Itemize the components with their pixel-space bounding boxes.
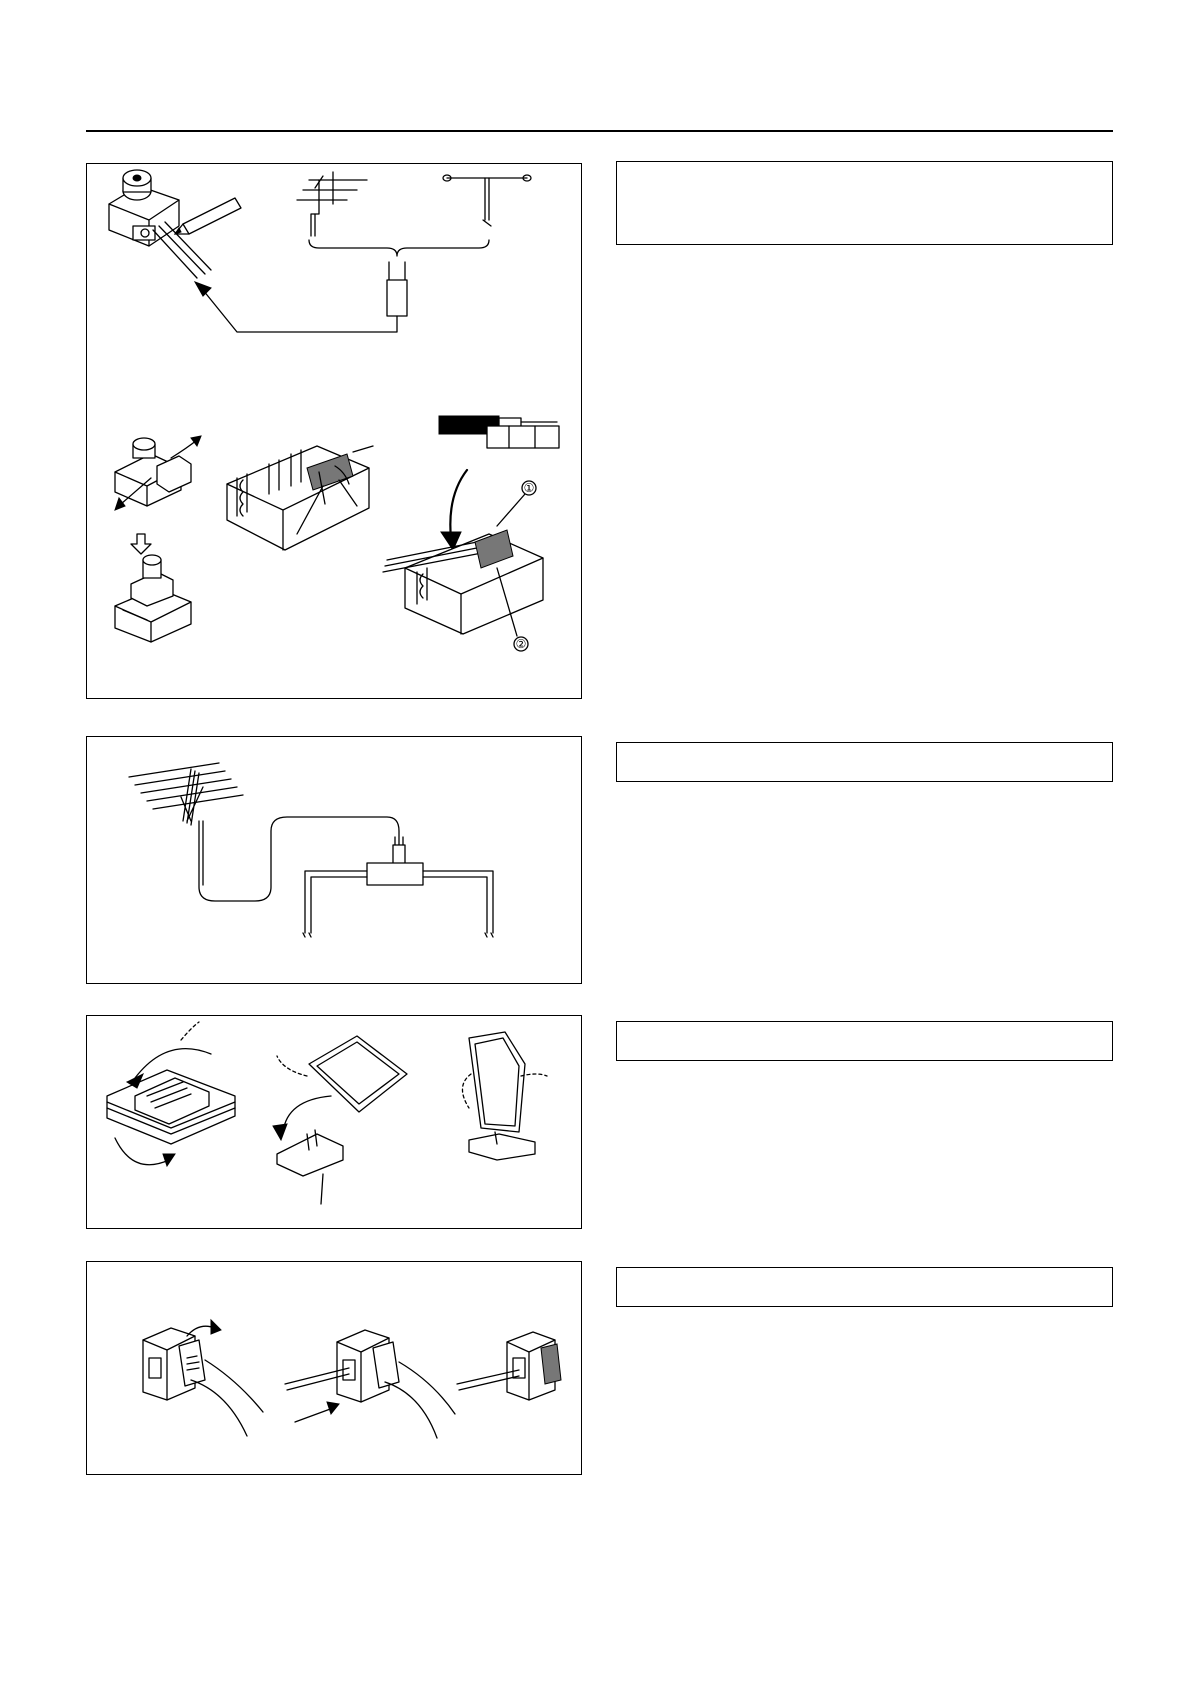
section-heading-box-2 xyxy=(616,742,1113,782)
figure-panel-1 xyxy=(86,163,582,699)
outdoor-antenna-icon xyxy=(129,763,243,825)
plug-closed-icon xyxy=(115,555,191,642)
section-heading-box-4 xyxy=(616,1267,1113,1307)
t-antenna-icon xyxy=(443,175,531,226)
loop-antenna-fold-icon xyxy=(107,1022,235,1166)
down-arrow-icon xyxy=(131,534,151,554)
terminal-insert-icon xyxy=(285,1330,455,1438)
terminal-released-icon xyxy=(457,1332,561,1400)
brace-icon xyxy=(309,240,489,256)
loop-antenna-upright-icon xyxy=(462,1032,547,1160)
cable-insert-icon xyxy=(383,470,543,651)
figure-panel-2 xyxy=(86,736,582,984)
plug-interior-icon xyxy=(227,446,373,550)
t-connector-icon xyxy=(303,837,493,937)
figure-panel-3 xyxy=(86,1015,582,1229)
yagi-antenna-icon xyxy=(297,172,367,236)
plug-cover-open-icon xyxy=(115,436,201,510)
twin-lead-cable-icon xyxy=(195,262,407,332)
section-heading-box-3 xyxy=(616,1021,1113,1061)
figure-panel-4 xyxy=(86,1261,582,1475)
loop-antenna-stand-icon xyxy=(273,1036,407,1204)
marker-2: ② xyxy=(515,637,527,651)
cable-icon xyxy=(199,817,399,901)
terminal-press-icon xyxy=(143,1320,263,1436)
stripped-cable-icon xyxy=(439,416,559,448)
header-rule xyxy=(86,130,1113,132)
pencil-icon xyxy=(175,198,241,234)
marker-1: ① xyxy=(523,481,535,495)
section-heading-box-1 xyxy=(616,161,1113,245)
